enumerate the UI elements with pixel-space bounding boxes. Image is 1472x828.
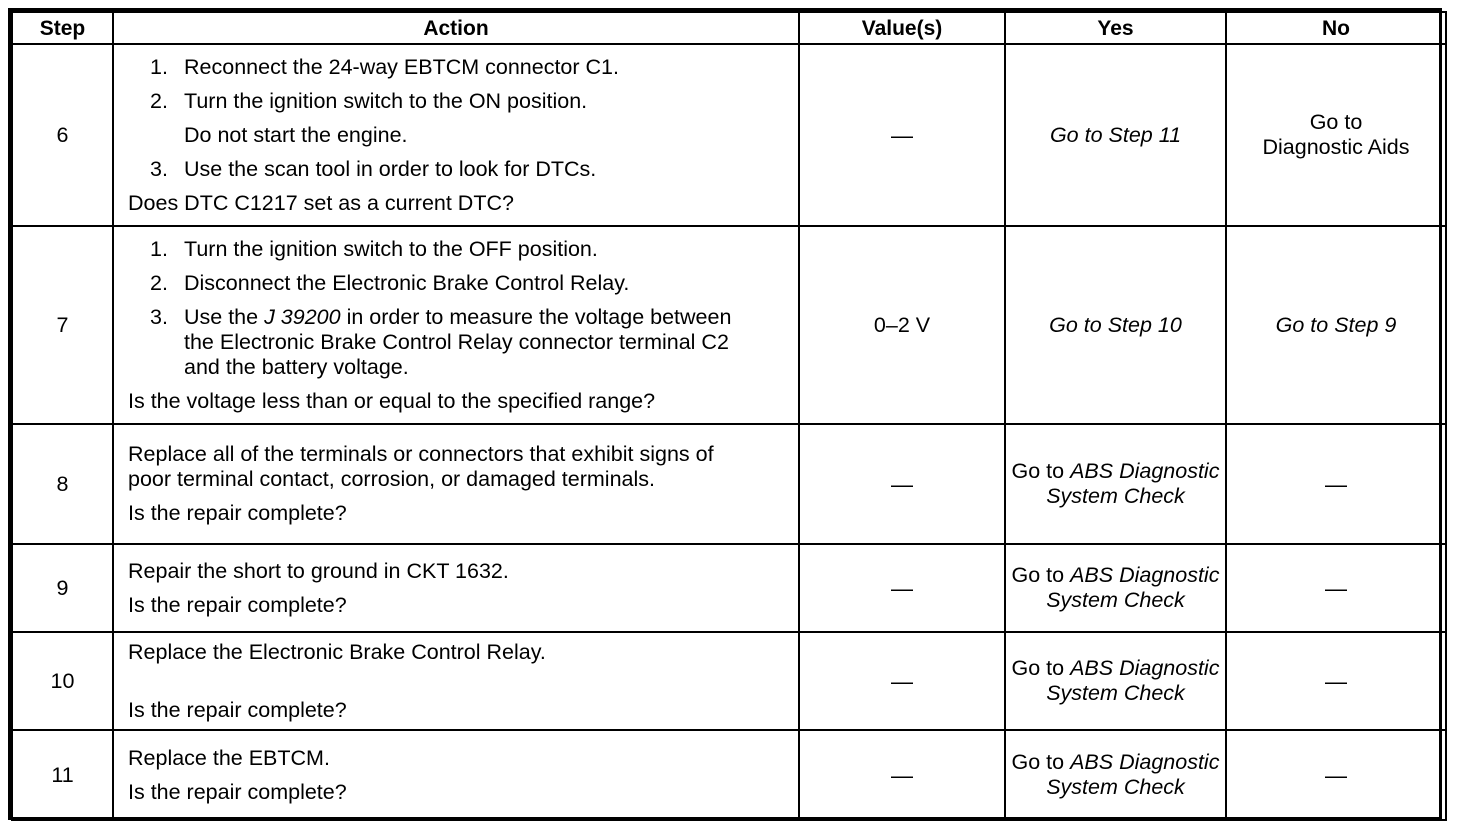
value-cell: — [799, 424, 1005, 544]
step-number: 6 [12, 44, 113, 226]
action-text: Replace the EBTCM. [128, 745, 330, 770]
yes-reference: ABS Diagnostic System Check [1046, 459, 1220, 508]
step-number: 8 [12, 424, 113, 544]
value-cell: — [799, 730, 1005, 820]
list-item: 3. Use the scan tool in order to look for DTCs. [150, 156, 597, 181]
action-text: Replace the Electronic Brake Control Relay. [128, 639, 546, 664]
no-cell: Go to Step 9 [1226, 226, 1446, 424]
no-cell: — [1226, 632, 1446, 730]
question-text: Is the repair complete? [128, 697, 347, 722]
yes-cell: Go to ABS Diagnostic System Check [1005, 632, 1226, 730]
yes-cell: Go to ABS Diagnostic System Check [1005, 424, 1226, 544]
yes-cell: Go to ABS Diagnostic System Check [1005, 730, 1226, 820]
action-cell [113, 730, 799, 820]
header-yes: Yes [1005, 12, 1226, 44]
step-number: 9 [12, 544, 113, 632]
table-row-step-11 [12, 730, 1446, 820]
tool-reference: J 39200 [264, 304, 341, 329]
yes-reference: ABS Diagnostic System Check [1046, 563, 1220, 612]
yes-cell: Go to ABS Diagnostic System Check [1005, 544, 1226, 632]
header-action: Action [113, 12, 799, 44]
action-cell [113, 226, 799, 424]
action-text: Replace all of the terminals or connectors that exhibit signs of poor terminal contact, corrosion, or damaged terminals. [128, 442, 714, 491]
action-cell [113, 44, 799, 226]
action-cell [113, 632, 799, 730]
value-cell: — [799, 544, 1005, 632]
question-text: Is the repair complete? [128, 501, 347, 525]
yes-cell: Go to Step 11 [1005, 44, 1226, 226]
list-item: 3. Use the J 39200 in order to measure the voltage between the Electronic Brake Control Relay connector terminal C2 and the battery voltage. [150, 304, 732, 379]
question-text: Does DTC C1217 set as a current DTC? [128, 190, 514, 215]
action-cell [113, 544, 799, 632]
no-cell: Go to Diagnostic Aids [1226, 44, 1446, 226]
no-cell: — [1226, 544, 1446, 632]
value-cell: — [799, 44, 1005, 226]
step-number: 7 [12, 226, 113, 424]
question-text: Is the repair complete? [128, 592, 347, 617]
table-row-step-7 [12, 226, 1446, 424]
value-cell: — [799, 632, 1005, 730]
diagnostic-table [8, 8, 1442, 820]
action-steps [128, 237, 788, 380]
question-text: Is the voltage less than or equal to the specified range? [128, 388, 656, 413]
yes-reference: ABS Diagnostic System Check [1046, 656, 1220, 705]
list-item: 2. Disconnect the Electronic Brake Control Relay. [150, 270, 630, 295]
value-cell: 0–2 V [799, 226, 1005, 424]
action-text: Repair the short to ground in CKT 1632. [128, 558, 509, 583]
header-step: Step [12, 12, 113, 44]
action-cell [113, 424, 799, 544]
header-no: No [1226, 12, 1446, 44]
action-steps [128, 55, 788, 182]
list-item: 1. Turn the ignition switch to the OFF position. [150, 236, 598, 261]
step-number: 11 [12, 730, 113, 820]
step-number: 10 [12, 632, 113, 730]
list-item: 1. Reconnect the 24-way EBTCM connector C1. [150, 54, 619, 79]
yes-cell: Go to Step 10 [1005, 226, 1226, 424]
no-cell: — [1226, 730, 1446, 820]
header-values: Value(s) [799, 12, 1005, 44]
yes-reference: ABS Diagnostic System Check [1046, 750, 1220, 799]
header-row [12, 12, 1446, 44]
list-item: 2. Turn the ignition switch to the ON position. Do not start the engine. [128, 89, 788, 148]
no-cell: — [1226, 424, 1446, 544]
table-row-step-10 [12, 632, 1446, 730]
sub-note: Do not start the engine. [184, 122, 408, 147]
table-row-step-6 [12, 44, 1446, 226]
table-row-step-8 [12, 424, 1446, 544]
table-row-step-9 [12, 544, 1446, 632]
question-text: Is the repair complete? [128, 779, 347, 804]
